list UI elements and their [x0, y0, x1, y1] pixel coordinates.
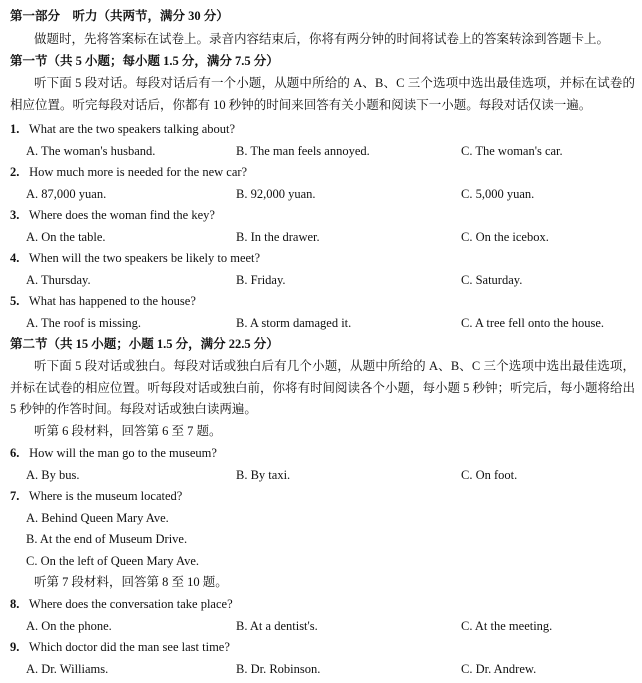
option-a: A. 87,000 yuan. [26, 187, 107, 201]
question-text: Where is the museum located? [28, 489, 183, 503]
question-number: 5. [10, 294, 20, 308]
question-4 [10, 248, 260, 269]
question-text: When will the two speakers be likely to meet? [28, 251, 261, 265]
question-5 [10, 291, 196, 312]
option-c: C. On the icebox. [461, 230, 549, 244]
option-b: B. 92,000 yuan. [236, 187, 316, 201]
option-a: A. On the table. [26, 230, 106, 244]
question-number: 6. [10, 446, 20, 460]
option-a: A. The roof is missing. [26, 316, 142, 330]
option-c: C. Saturday. [461, 273, 523, 287]
material-7-note: 听第 7 段材料，回答第 8 至 10 题。 [34, 575, 228, 589]
option-c: C. 5,000 yuan. [461, 187, 535, 201]
part1-heading: 第一部分 听力（共两节，满分 30 分） [10, 9, 229, 23]
option-b: B. Dr. Robinson. [236, 662, 321, 676]
question-text: How will the man go to the museum? [29, 446, 217, 460]
option-a: A. The woman's husband. [26, 144, 156, 158]
option-b: B. In the drawer. [236, 230, 320, 244]
question-text: Which doctor did the man see last time? [28, 640, 230, 654]
option-b: B. At a dentist's. [236, 619, 318, 633]
option-a: A. Thursday. [26, 273, 91, 287]
option-c: C. On foot. [461, 468, 518, 482]
question-1 [10, 119, 235, 140]
option-a: A. Dr. Williams. [26, 662, 109, 676]
option-b: B. Friday. [236, 273, 286, 287]
section2-instruction: 听下面 5 段对话或独白。每段对话或独白后有几个小题，从题中所给的 A、B、C 三个选项中选出最佳选项，并标在试卷的相应位置。听每段对话或独白前，你将有时间阅读各个小题，每小题 5 秒钟；听完后，每小题将给出 5 秒钟的作答时间。每段对话或独白读两遍。 [10, 359, 636, 416]
section2-heading: 第二节（共 15 小题；小题 1.5 分，满分 22.5 分） [10, 337, 279, 351]
question-2 [10, 162, 247, 183]
option-c: C. On the left of Queen Mary Ave. [26, 554, 199, 568]
option-c: C. The woman's car. [461, 144, 563, 158]
section1-instruction: 听下面 5 段对话。每段对话后有一个小题，从题中所给的 A、B、C 三个选项中选出最佳选项，并标在试卷的相应位置。听完每段对话后，你都有 10 秒钟的时间来回答有关小题和阅读下一小题。每段对话仅读一遍。 [10, 76, 635, 112]
option-a: A. Behind Queen Mary Ave. [26, 511, 169, 525]
question-number: 8. [10, 597, 20, 611]
question-9 [10, 637, 230, 658]
question-text: How much more is needed for the new car? [29, 165, 248, 179]
material-6-note: 听第 6 段材料，回答第 6 至 7 题。 [34, 424, 222, 438]
question-number: 2. [10, 165, 20, 179]
section1-heading: 第一节（共 5 小题；每小题 1.5 分，满分 7.5 分） [10, 54, 279, 68]
option-a: A. On the phone. [26, 619, 112, 633]
option-c: C. Dr. Andrew. [461, 662, 537, 676]
question-text: Where does the conversation take place? [28, 597, 233, 611]
question-number: 4. [10, 251, 20, 265]
question-7 [10, 486, 182, 507]
question-number: 1. [10, 122, 20, 136]
option-b: B. The man feels annoyed. [236, 144, 370, 158]
option-b: B. At the end of Museum Drive. [26, 532, 188, 546]
question-number: 9. [10, 640, 20, 654]
question-number: 3. [10, 208, 20, 222]
question-text: Where does the woman find the key? [28, 208, 215, 222]
option-b: B. A storm damaged it. [236, 316, 352, 330]
question-text: What has happened to the house? [28, 294, 196, 308]
option-a: A. By bus. [26, 468, 80, 482]
question-text: What are the two speakers talking about? [28, 122, 236, 136]
part1-instruction: 做题时，先将答案标在试卷上。录音内容结束后，你将有两分钟的时间将试卷上的答案转涂到答题卡上。 [34, 32, 610, 46]
option-c: C. At the meeting. [461, 619, 553, 633]
question-3 [10, 205, 215, 226]
option-b: B. By taxi. [236, 468, 291, 482]
question-6 [10, 443, 217, 464]
question-number: 7. [10, 489, 20, 503]
question-8 [10, 594, 233, 615]
option-c: C. A tree fell onto the house. [461, 316, 605, 330]
